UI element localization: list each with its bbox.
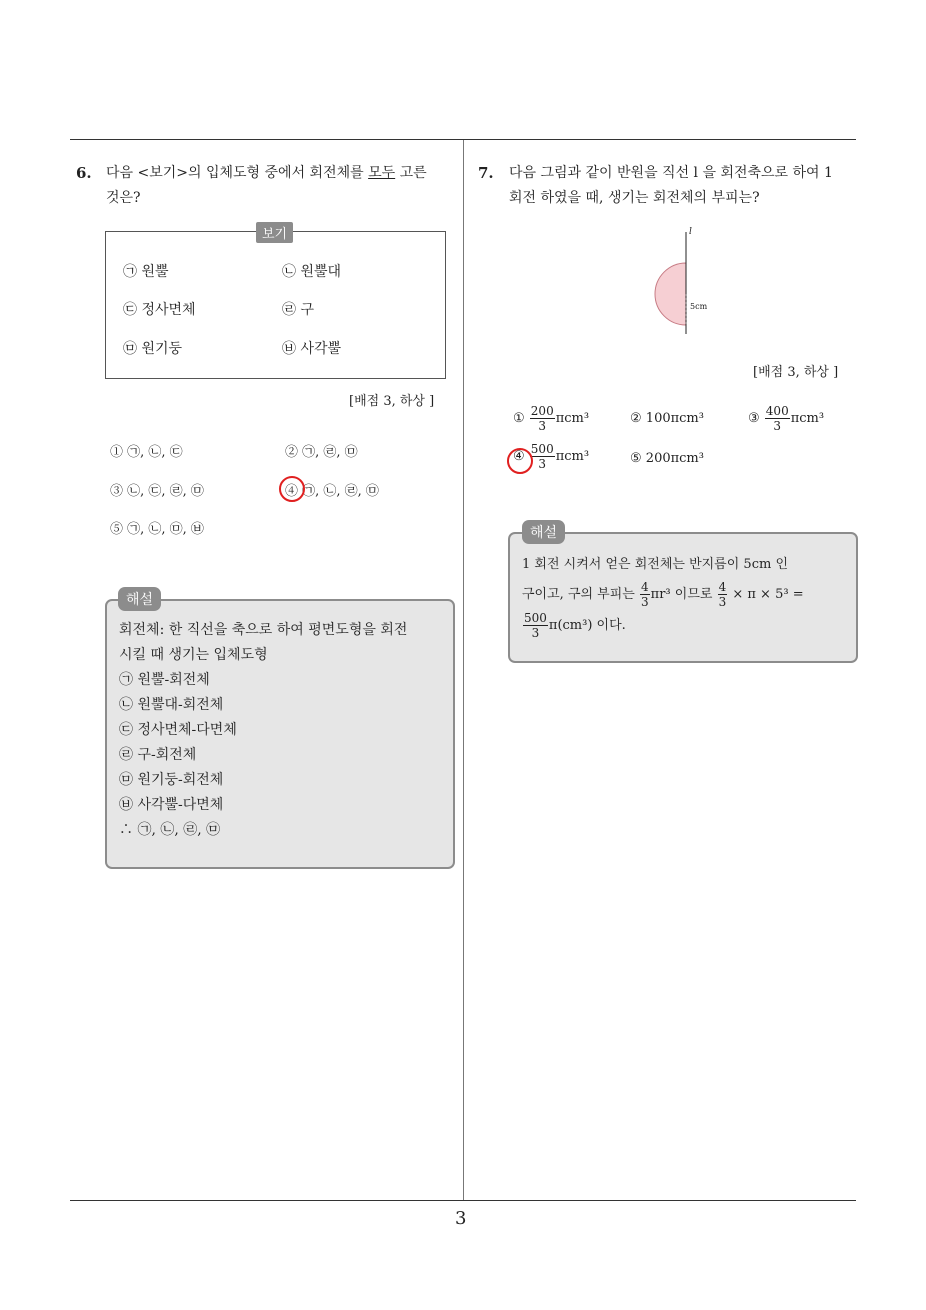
- q7-text-line2: 회전 하였을 때, 생기는 회전체의 부피는?: [509, 190, 760, 206]
- q7-choice-1-fraction: [530, 404, 555, 433]
- q6-example-label: 보기: [256, 222, 293, 243]
- q7-number: 7.: [478, 164, 494, 182]
- q7-choice-5[interactable]: [630, 451, 704, 466]
- axis-label: l: [689, 227, 692, 237]
- q7-choice-3-num: 400: [765, 404, 789, 418]
- q6-number: 6.: [76, 164, 92, 182]
- q7-choice-5-mark: ⑤: [630, 451, 642, 466]
- q7-choice-4-den: 3: [538, 457, 547, 471]
- q6-expl-line-1: 회전체: 한 직선을 축으로 하여 평면도형을 회전: [119, 622, 408, 638]
- q6-question: [106, 161, 456, 211]
- q6-text-underline: 모두: [368, 165, 396, 181]
- q6-text-after: 고른: [395, 165, 427, 181]
- q7-choice-2-text: 100πcm³: [645, 411, 704, 426]
- q7-choice-3-mark: ③: [748, 411, 760, 426]
- q7-choice-1-tail: πcm³: [555, 411, 590, 426]
- q6-expl-line-6: ㉣ 구-회전체: [119, 747, 197, 763]
- q7-expl-frac-2-den: 3: [718, 595, 727, 609]
- q7-expl-line3-tail: π(cm³) 이다.: [548, 618, 626, 633]
- q7-expl-line-2: [522, 580, 804, 609]
- q7-expl-frac-2-num: 4: [718, 580, 727, 594]
- q7-choice-3-den: 3: [773, 419, 782, 433]
- q6-text-before: 다음 <보기>의 입체도형 중에서 회전체를: [106, 165, 369, 181]
- q6-item-2: ㉡ 원뿔대: [282, 264, 342, 280]
- q7-expl-frac-1: [640, 580, 650, 609]
- q7-choice-2-mark: ②: [630, 411, 642, 426]
- q6-selected-mark: [279, 476, 305, 502]
- q7-expl-line2-c: × π × 5³ =: [732, 587, 804, 602]
- q7-expl-line2-b: πr³ 이므로: [650, 587, 713, 602]
- q7-choice-2[interactable]: [630, 411, 704, 426]
- q7-choice-1-num: 200: [530, 404, 554, 418]
- bottom-rule: [70, 1200, 856, 1201]
- q6-choice-1[interactable]: ① ㉠, ㉡, ㉢: [110, 445, 183, 460]
- q7-choice-3-tail: πcm³: [790, 411, 825, 426]
- q7-expl-line-1: 1 회전 시켜서 얻은 회전체는 반지름이 5cm 인: [522, 557, 789, 572]
- q7-choice-3-fraction: [765, 404, 790, 433]
- semicircle-figure: [640, 222, 730, 337]
- q7-expl-frac-1-num: 4: [641, 580, 649, 594]
- q7-text-line1: 다음 그림과 같이 반원을 직선 l 을 회전축으로 하여 1: [509, 165, 833, 181]
- q6-choice-3[interactable]: ③ ㉡, ㉢, ㉣, ㉤: [110, 484, 204, 499]
- q6-choice-4[interactable]: ④ ㉠, ㉡, ㉣, ㉤: [285, 484, 379, 499]
- q7-question: [509, 161, 859, 211]
- q7-choice-4-tail: πcm³: [555, 449, 590, 464]
- q7-explanation-body: [522, 552, 804, 640]
- q7-expl-frac-3-num: 500: [524, 611, 547, 625]
- q7-score: [배점 3, 하상 ]: [753, 365, 839, 380]
- q6-expl-line-7: ㉤ 원기둥-회전체: [119, 772, 224, 788]
- q6-item-3: ㉢ 정사면체: [123, 302, 196, 318]
- q7-choice-1-mark: ①: [513, 411, 525, 426]
- q6-text-line2: 것은?: [106, 190, 141, 206]
- q7-choice-5-text: 200πcm³: [645, 451, 704, 466]
- q6-item-4: ㉣ 구: [282, 302, 314, 318]
- q6-score: [배점 3, 하상 ]: [349, 394, 435, 409]
- semicircle-shape: [655, 263, 686, 325]
- q7-explanation-title: 해설: [522, 520, 565, 544]
- q6-expl-line-8: ㉥ 사각뿔-다면체: [119, 797, 224, 813]
- q6-explanation-title: 해설: [118, 587, 161, 611]
- q7-expl-frac-3: [523, 611, 548, 640]
- q6-choice-5[interactable]: ⑤ ㉠, ㉡, ㉤, ㉥: [110, 522, 204, 537]
- q6-item-1: ㉠ 원뿔: [123, 264, 169, 280]
- q6-expl-line-5: ㉢ 정사면체-다면체: [119, 722, 237, 738]
- q6-expl-line-4: ㉡ 원뿔대-회전체: [119, 697, 224, 713]
- q6-expl-line-2: 시킬 때 생기는 입체도형: [119, 647, 268, 663]
- q6-expl-line-3: ㉠ 원뿔-회전체: [119, 672, 210, 688]
- q7-choice-4-mark: ④: [513, 449, 525, 464]
- q6-explanation-body: [119, 618, 407, 843]
- page-number: 3: [455, 1208, 467, 1229]
- q7-choice-4-fraction: [530, 442, 555, 471]
- radius-label: 5cm: [690, 302, 708, 311]
- column-divider: [463, 140, 464, 1200]
- q7-choice-3[interactable]: [748, 404, 824, 433]
- q7-expl-line2-a: 구이고, 구의 부피는: [522, 587, 635, 602]
- q6-item-5: ㉤ 원기둥: [123, 341, 183, 357]
- q7-selected-mark: [507, 448, 533, 474]
- q6-choice-2[interactable]: ② ㉠, ㉣, ㉤: [285, 445, 358, 460]
- q7-expl-line-3: [522, 611, 804, 640]
- q7-choice-4-num: 500: [530, 442, 554, 456]
- q7-expl-frac-3-den: 3: [531, 626, 540, 640]
- q7-choice-1[interactable]: [513, 404, 589, 433]
- q6-expl-line-9: ∴ ㉠, ㉡, ㉣, ㉤: [119, 822, 221, 838]
- q6-item-6: ㉥ 사각뿔: [282, 341, 342, 357]
- q7-expl-frac-1-den: 3: [641, 595, 649, 609]
- q7-expl-frac-2: [718, 580, 728, 609]
- q7-choice-1-den: 3: [538, 419, 547, 433]
